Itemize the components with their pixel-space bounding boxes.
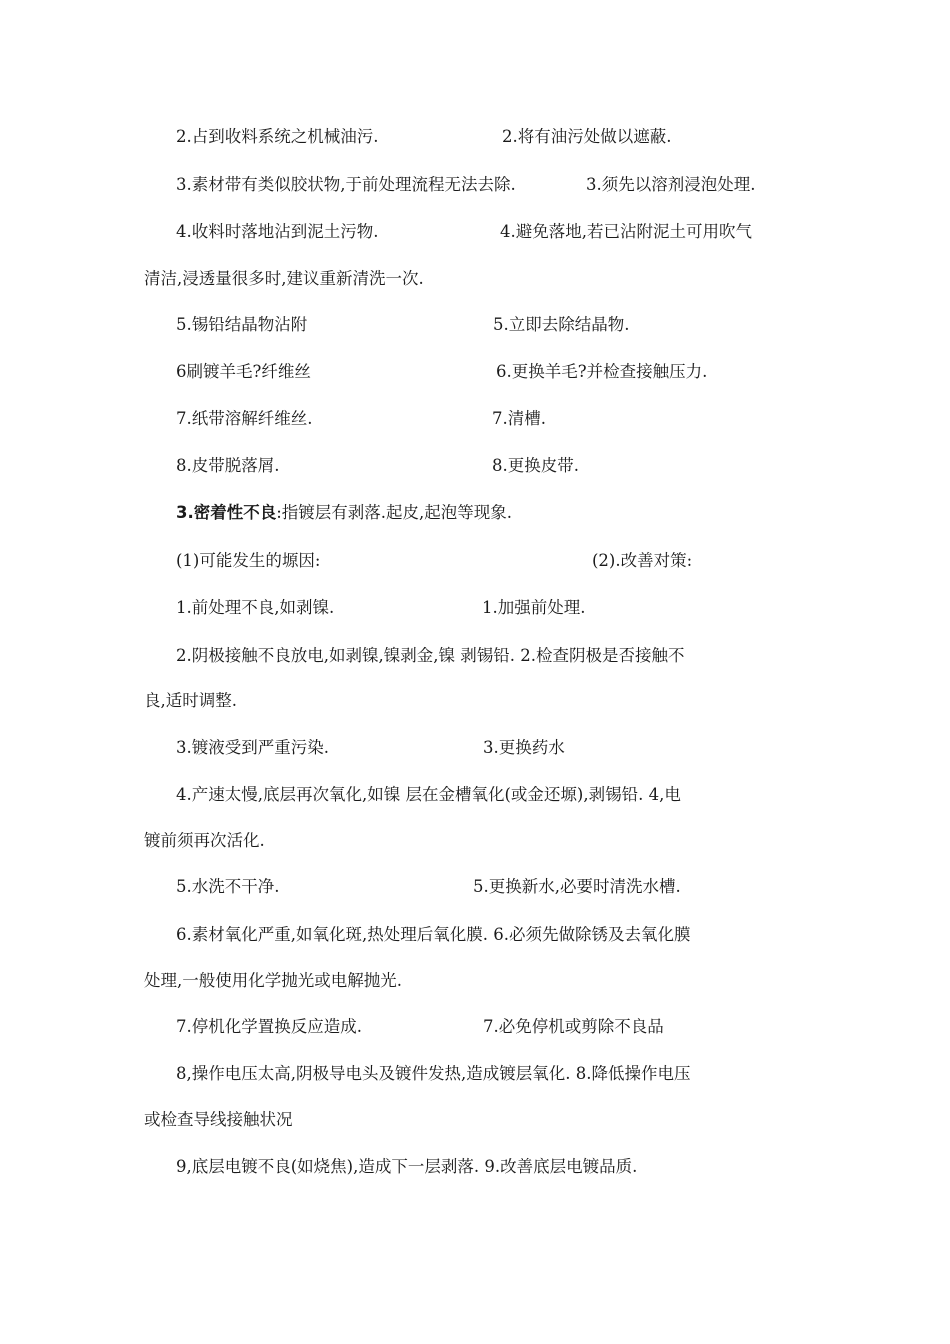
- remedy-text: 2.将有油污处做以遮蔽.: [502, 127, 672, 146]
- text-line: [176, 876, 681, 898]
- cause-text: 3.镀液受到严重污染.: [176, 738, 329, 757]
- text-line-continued: 良,适时调整.: [144, 691, 237, 710]
- text-line: 6.素材氧化严重,如氧化斑,热处理后氧化膜. 6.必须先做除锈及去氧化膜: [176, 925, 691, 944]
- text-line: [176, 408, 546, 430]
- cause-text: 4.收料时落地沾到泥土污物.: [176, 222, 379, 241]
- text-line: 2.阴极接触不良放电,如剥镍,镍剥金,镍 剥锡铅. 2.检查阴极是否接触不: [176, 646, 685, 665]
- text-line: [176, 597, 586, 619]
- remedy-text: 5.立即去除结晶物.: [493, 315, 630, 334]
- cause-text: 7.纸带溶解纤维丝.: [176, 409, 313, 428]
- cause-text: 7.停机化学置换反应造成.: [176, 1017, 362, 1036]
- cause-text: 2.占到收料系统之机械油污.: [176, 127, 379, 146]
- section-heading: 3.密着性不良: [176, 503, 277, 522]
- remedy-text: 3.须先以溶剂浸泡处理.: [586, 175, 756, 194]
- text-line: [176, 1016, 664, 1038]
- cause-text: 3.素材带有类似胶状物,于前处理流程无法去除.: [176, 175, 516, 194]
- remedy-text: 8.更换皮带.: [492, 456, 579, 475]
- remedies-header: (2).改善对策:: [592, 551, 693, 570]
- text-line: 9,底层电镀不良(如烧焦),造成下一层剥落. 9.改善底层电镀品质.: [176, 1157, 638, 1176]
- cause-text: 8.皮带脱落屑.: [176, 456, 280, 475]
- text-line: [176, 174, 756, 196]
- remedy-text: 7.清槽.: [492, 409, 546, 428]
- column-headers: [176, 550, 693, 572]
- text-line: [176, 737, 565, 759]
- text-line: [176, 314, 630, 336]
- text-line: [176, 455, 579, 477]
- text-line-continued: 或检查导线接触状况: [144, 1110, 293, 1129]
- remedy-text: 1.加强前处理.: [482, 598, 586, 617]
- text-line: [176, 221, 752, 243]
- text-line: [176, 126, 672, 148]
- section-heading-line: [176, 502, 512, 524]
- cause-text: 6刷镀羊毛?纤维丝: [176, 362, 311, 381]
- causes-header: (1)可能发生的塬因:: [176, 551, 321, 570]
- text-line-continued: 镀前须再次活化.: [144, 831, 265, 850]
- text-line: [176, 361, 708, 383]
- remedy-text: 5.更换新水,必要时清洗水槽.: [473, 877, 681, 896]
- text-line: 8,操作电压太高,阴极导电头及镀件发热,造成镀层氧化. 8.降低操作电压: [176, 1064, 691, 1083]
- text-line: 4.产速太慢,底层再次氧化,如镍 层在金槽氧化(或金还塬),剥锡铅. 4,电: [176, 785, 681, 804]
- remedy-text: 6.更换羊毛?并检查接触压力.: [496, 362, 708, 381]
- remedy-text: 3.更换药水: [483, 738, 565, 757]
- cause-text: 5.水洗不干净.: [176, 877, 280, 896]
- remedy-text: 7.必免停机或剪除不良品: [483, 1017, 664, 1036]
- text-line-continued: 处理,一般使用化学抛光或电解抛光.: [144, 971, 402, 990]
- cause-text: 5.锡铅结晶物沾附: [176, 315, 308, 334]
- remedy-text: 4.避免落地,若已沾附泥土可用吹气: [500, 222, 752, 241]
- cause-text: 1.前处理不良,如剥镍.: [176, 598, 335, 617]
- text-line-continued: 清洁,浸透量很多时,建议重新清洗一次.: [144, 269, 424, 288]
- section-description: :指镀层有剥落.起皮,起泡等现象.: [276, 503, 513, 522]
